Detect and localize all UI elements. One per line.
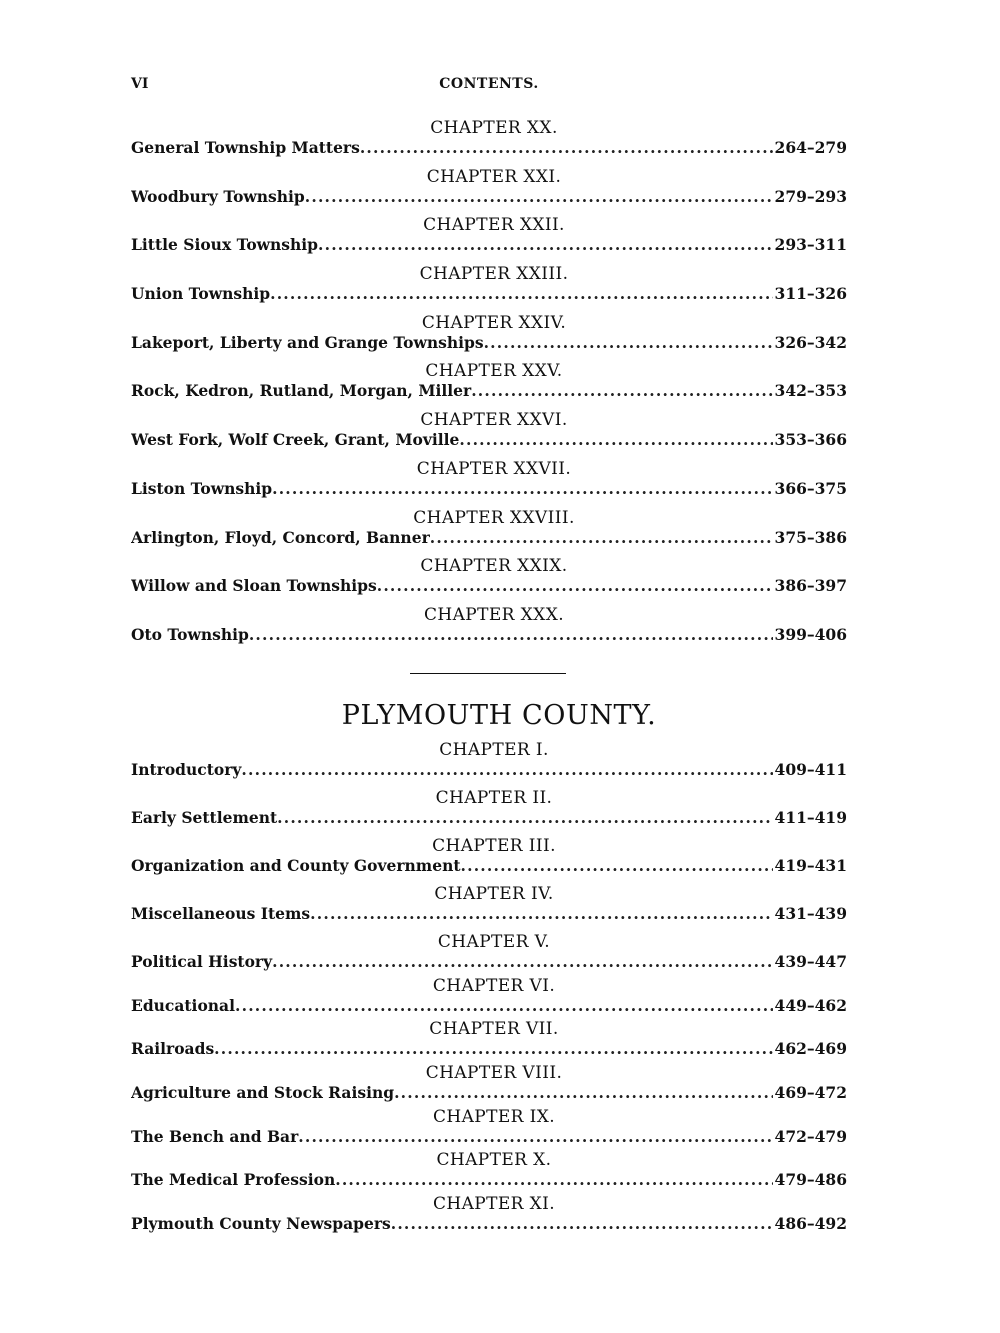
toc-entry [131,976,847,1020]
page-range: 293–311 [774,235,847,255]
page-range: 342–353 [774,381,847,401]
toc-entry [131,118,847,167]
toc-row [131,952,847,972]
toc-row [131,138,847,158]
entry-title: Early Settlement [131,808,278,827]
toc-row [131,1214,847,1234]
dot-leader [394,1083,772,1103]
dot-leader [249,625,773,645]
toc-entry [131,1107,847,1151]
toc-entry [131,884,847,932]
chapter-heading: CHAPTER XXI. [426,166,562,187]
page-range: 469–472 [774,1083,847,1103]
dot-leader [430,528,773,548]
page-range: 449–462 [774,995,847,1015]
dot-leader [298,1127,772,1147]
toc-entry [131,1150,847,1194]
toc-row [131,381,847,401]
toc-entry [131,1019,847,1063]
entry-title: The Medical Profession [131,1170,336,1190]
chapter-heading: CHAPTER XXV. [425,361,563,382]
page-range: 353–366 [774,430,847,450]
chapter-heading: CHAPTER XX. [430,118,558,138]
toc-entry [131,410,847,459]
dot-leader [305,187,773,207]
entry-title: Introductory [131,760,242,779]
entry-title: Liston Township [131,478,273,498]
dot-leader [484,333,773,353]
toc-entry [131,836,847,884]
chapter-heading: CHAPTER IV. [434,884,554,904]
chapter-heading: CHAPTER II. [435,788,553,808]
dot-leader [270,284,772,304]
toc-row [131,333,847,353]
page-range: 462–469 [774,1039,847,1059]
toc-entry [131,459,847,508]
toc-row [131,479,847,499]
toc-entry [131,1063,847,1107]
chapter-heading: CHAPTER VII. [429,1019,559,1040]
dot-leader [461,856,773,876]
toc-entry [131,1194,847,1238]
page-range: 326–342 [774,332,847,352]
entry-title: Agriculture and Stock Raising [131,1083,395,1103]
toc-entry [131,361,847,410]
dot-leader [318,235,773,255]
toc-row [131,1083,847,1103]
toc-entry [131,932,847,976]
toc-row [131,430,847,450]
toc-entry [131,508,847,557]
toc-row [131,856,847,876]
toc-row [131,760,847,780]
entry-title: Railroads [131,1039,215,1059]
page-range: 386–397 [774,576,847,596]
dot-leader [272,952,772,972]
toc-entry [131,605,847,654]
entry-title: Miscellaneous Items [131,904,311,923]
entry-title: West Fork, Wolf Creek, Grant, Moville [131,430,460,450]
page-range: 439–447 [774,952,847,971]
chapter-heading: CHAPTER XXVII. [416,458,572,479]
entry-title: Rock, Kedron, Rutland, Morgan, Miller [131,381,472,401]
entry-title: Oto Township [131,624,249,644]
toc-row [131,1170,847,1190]
dot-leader [310,904,772,924]
page-header [131,76,847,96]
chapter-heading: CHAPTER XXVI. [420,410,568,431]
chapter-heading: CHAPTER XXVIII. [413,507,575,528]
toc-row [131,528,847,548]
dot-leader [471,381,772,401]
chapter-heading: CHAPTER VIII. [425,1063,563,1084]
chapter-heading: CHAPTER X. [436,1150,552,1171]
toc-entry [131,167,847,216]
chapter-heading: CHAPTER XXIV. [421,312,567,333]
toc-row [131,904,847,924]
page-range: 472–479 [774,1126,847,1146]
toc-entry [131,215,847,264]
dot-leader [235,996,773,1016]
page-range: 311–326 [774,284,847,304]
entry-title: Lakeport, Liberty and Grange Townships [131,332,484,352]
chapter-heading: CHAPTER XXX. [423,604,564,625]
chapter-heading: CHAPTER V. [437,932,551,952]
page-range: 419–431 [774,856,847,875]
page-range: 279–293 [774,186,847,206]
section-divider [410,673,566,674]
dot-leader [391,1214,773,1234]
page-range: 399–406 [774,624,847,644]
entry-title: General Township Matters [131,138,360,157]
entry-title: Arlington, Floyd, Concord, Banner [131,527,430,547]
page-range: 486–492 [774,1214,847,1234]
toc-entry [131,313,847,362]
entry-title: Educational [131,995,235,1015]
chapter-heading: CHAPTER IX. [432,1106,556,1127]
toc-row [131,996,847,1016]
page-range: 411–419 [774,808,847,827]
dot-leader [335,1170,772,1190]
chapter-heading: CHAPTER III. [432,836,556,856]
toc-row [131,1127,847,1147]
toc-entry [131,264,847,313]
dot-leader [360,138,773,158]
toc-entry [131,740,847,788]
entry-title: Union Township [131,284,271,304]
entry-title: Political History [131,952,273,971]
toc-row [131,235,847,255]
toc-row [131,625,847,645]
entry-title: Organization and County Government [131,856,461,875]
page-range: 375–386 [774,527,847,547]
toc-row [131,576,847,596]
toc-row [131,1039,847,1059]
page-title: CONTENTS. [439,76,539,92]
toc-row [131,187,847,207]
dot-leader [214,1039,772,1059]
chapter-heading: CHAPTER XXIX. [420,556,568,577]
page-range: 264–279 [774,138,847,157]
page-number: VI [131,76,149,92]
entry-title: Little Sioux Township [131,235,319,255]
toc-entry [131,788,847,836]
page-range: 366–375 [774,478,847,498]
dot-leader [459,430,772,450]
entry-title: Willow and Sloan Townships [131,576,377,596]
toc-section-plymouth [131,740,847,1238]
county-heading: PLYMOUTH COUNTY. [341,700,657,731]
chapter-heading: CHAPTER VI. [432,975,556,996]
chapter-heading: CHAPTER XI. [432,1194,556,1215]
entry-title: Woodbury Township [131,186,305,206]
chapter-heading: CHAPTER I. [439,740,549,760]
chapter-heading: CHAPTER XXII. [423,215,565,236]
page-range: 479–486 [774,1170,847,1190]
dot-leader [277,808,772,828]
entry-title: Plymouth County Newspapers [131,1214,391,1234]
dot-leader [241,760,772,780]
dot-leader [377,576,773,596]
page-range: 431–439 [774,904,847,923]
page-range: 409–411 [774,760,847,779]
dot-leader [272,479,772,499]
toc-row [131,284,847,304]
toc-section-woodbury [131,118,847,654]
toc-entry [131,556,847,605]
entry-title: The Bench and Bar [131,1126,299,1146]
toc-row [131,808,847,828]
chapter-heading: CHAPTER XXIII. [419,264,569,285]
